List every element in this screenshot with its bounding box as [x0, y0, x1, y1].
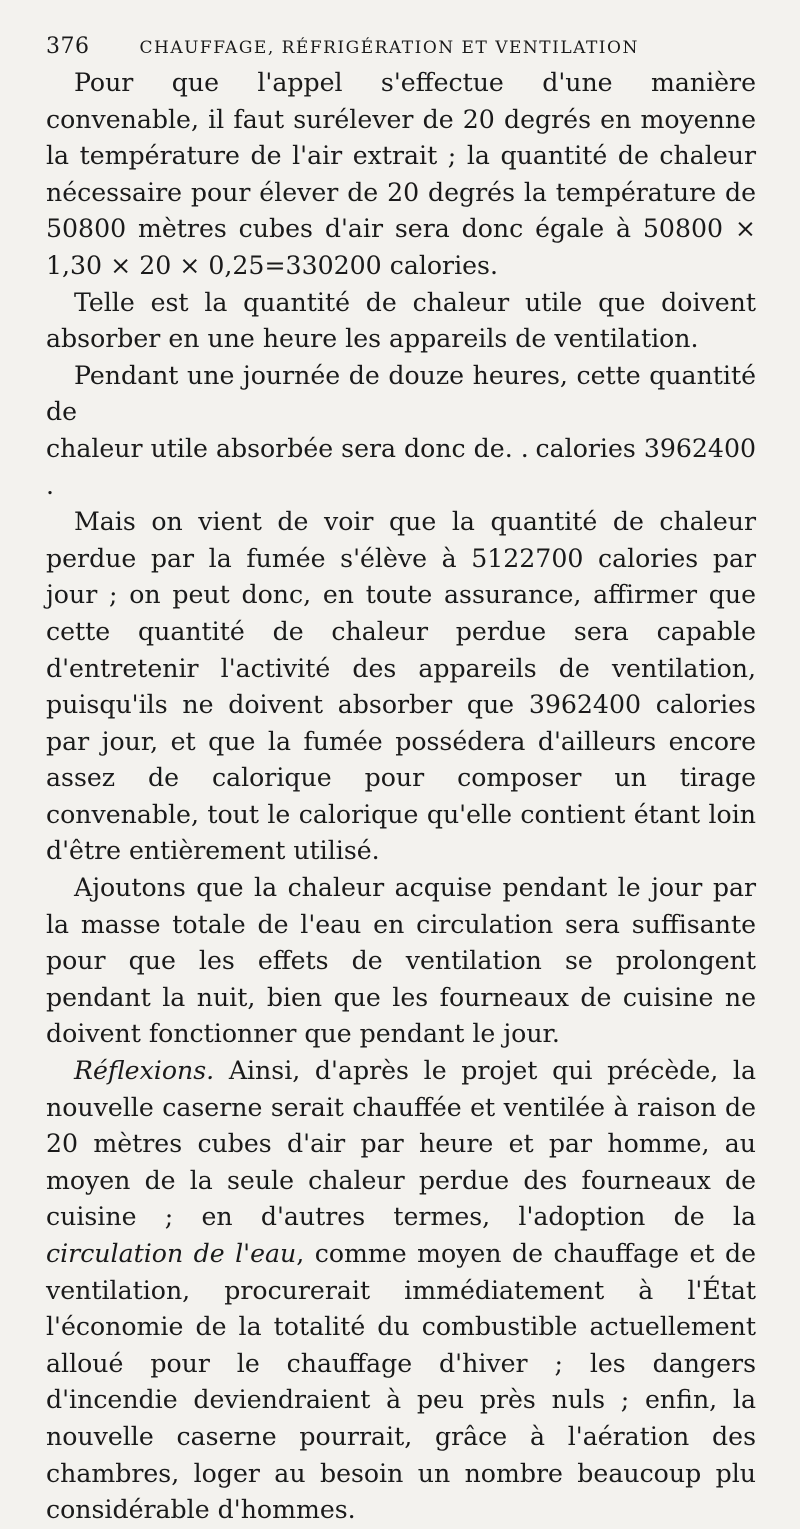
- paragraph-1: Pour que l'appel s'effectue d'une manière convenable, il faut surélever de 20 degrés en moyenne la température de l'air extrait ; la quantité de chaleur nécessaire pour élever de 20 degrés la température de 50800 mètres cubes d'air sera donc égale à 50800 × 1,30 × 20 × 0,25=330200 calories.: [46, 68, 756, 280]
- row-label: chaleur utile absorbée sera donc de. . .: [46, 433, 529, 500]
- page-number: 376: [46, 34, 90, 59]
- paragraph-4: Mais on vient de voir que la quantité de chaleur perdue par la fumée s'élève à 5122700 calories par jour ; on peut donc, en toute assurance, affirmer que cette quantité de chaleur perdue sera capable d'entretenir l'activité des appareils de ventilation, puisqu'ils ne doivent absorber que 3962400 calories par jour, et que la fumée possédera d'ailleurs encore assez de calorique pour composer un tirage convenable, tout le calorique qu'elle contient étant loin d'être entièrement utilisé.: [46, 507, 756, 866]
- paragraph-6-part-2: , comme moyen de chauffage et de ventilation, procurerait immédiatement à l'État l'économie de la totalité du combustible actuellement alloué pour le chauffage d'hiver ; les dangers d'incendie deviendraient à peu près nuls ; enfin, la nouvelle caserne pourrait, grâce à l'aération des chambres, loger au besoin un nombre beaucoup plu considérable d'hommes.: [46, 1239, 756, 1525]
- paragraph-3-row: [46, 431, 756, 504]
- emphasis-circulation: circulation de l'eau: [46, 1239, 297, 1268]
- paragraph-6: [46, 1053, 756, 1529]
- paragraph-2: Telle est la quantité de chaleur utile que doivent absorber en une heure les appareils de ventilation.: [46, 287, 756, 354]
- paragraph-6-part-1: Ainsi, d'après le projet qui précède, la nouvelle caserne serait chauffée et ventilée à raison de 20 mètres cubes d'air par heure et par homme, au moyen de la seule chaleur perdue des fourneaux de cuisine ; en d'autres termes, l'adoption de la: [46, 1056, 756, 1232]
- row-value: calories 3962400: [535, 433, 756, 463]
- paragraph-5: Ajoutons que la chaleur acquise pendant le jour par la masse totale de l'eau en circulation sera suffisante pour que les effets de ventilation se prolongent pendant la nuit, bien que les fourneaux de cuisine ne doivent fonctionner que pendant le jour.: [46, 873, 756, 1049]
- running-head: CHAUFFAGE, RÉFRIGÉRATION ET VENTILATION: [139, 38, 639, 58]
- paragraph-3-lead: Pendant une journée de douze heures, cette quantité de: [46, 360, 756, 427]
- section-heading-reflexions: Réflexions.: [74, 1056, 215, 1086]
- body-text: [46, 65, 756, 1529]
- page-header: [46, 34, 756, 59]
